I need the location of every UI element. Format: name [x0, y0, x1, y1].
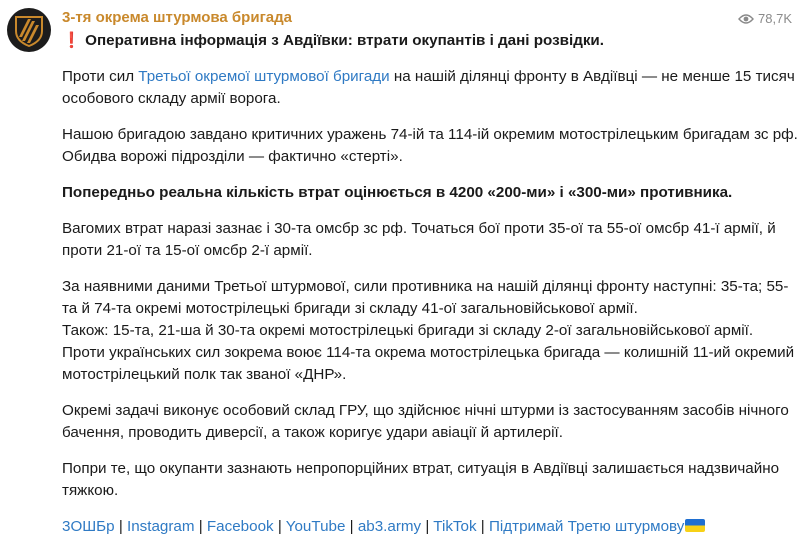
- paragraph-5a: За наявними даними Третьої штурмової, сили противника на нашій ділянці фронту наступні: 35-та; 55-та й 74-та окремі мотострілецькі бригади зі складу 41-ої загальновійськової армії.: [62, 278, 789, 317]
- paragraph-5b: Також: 15-та, 21-ша й 30-та окремі мотострілецькі бригади зі складу 2-ої загальновійськової армії.: [62, 322, 754, 339]
- footer-link-facebook[interactable]: Facebook: [206, 518, 274, 535]
- footer-separator: |: [273, 518, 286, 535]
- footer-separator: |: [194, 518, 207, 535]
- post-headline: [62, 30, 798, 52]
- paragraph-2: Нашою бригадою завдано критичних уражень 74-ій та 114-ій окремим мотострілецьким бригадам зс рф. Обидва ворожі підрозділи — фактично «стерті».: [62, 126, 798, 165]
- headline-text: Оперативна інформація з Авдіївки: втрати окупантів і дані розвідки.: [85, 32, 604, 49]
- post-body: [62, 30, 798, 538]
- footer-link-support[interactable]: Підтримай Третю штурмову: [488, 518, 685, 535]
- channel-name[interactable]: 3-тя окрема штурмова бригада: [62, 9, 293, 26]
- footer-separator: |: [476, 518, 489, 535]
- footer-links: [62, 516, 798, 538]
- footer-separator: |: [114, 518, 127, 535]
- paragraph-7: Попри те, що окупанти зазнають непропорційних втрат, ситуація в Авдіївці залишається надзвичайно тяжкою.: [62, 460, 780, 499]
- paragraph-3: Попередньо реальна кількість втрат оцінюється в 4200 «200-ми» і «300-ми» противника.: [62, 184, 733, 201]
- paragraph-6: Окремі задачі виконує особовий склад ГРУ, що здійснює нічні штурми із застосуванням засобів нічного бачення, проводить диверсії, а також коригує удари авіації й артилерії.: [62, 402, 789, 441]
- paragraph-4: Вагомих втрат наразі зазнає і 30-та омсбр зс рф. Точаться бої проти 35-ої та 55-ої омсбр 41-ї армії, й проти 21-ої та 15-ої омсбр 2-ї армії.: [62, 220, 776, 259]
- paragraph-1-start: Проти сил: [62, 68, 139, 85]
- footer-separator: |: [421, 518, 434, 535]
- footer-link-3oshbr[interactable]: 3ОШБр: [62, 518, 115, 535]
- eye-icon: [738, 13, 754, 25]
- brigade-emblem-icon: [14, 13, 44, 47]
- paragraph-1-end: на нашій ділянці фронту в Авдіївці — не менше 15 тисяч особового складу армії ворога.: [62, 68, 795, 107]
- exclamation-icon: ❗: [62, 32, 81, 49]
- paragraph-5c: Проти українських сил зокрема воює 114-та окрема мотострілецька бригада — колишній 11-ий окремий мотострілецький полк так званої «ДНР».: [62, 344, 795, 383]
- view-count: [738, 11, 792, 26]
- paragraph-1: [62, 66, 798, 110]
- footer-link-youtube[interactable]: YouTube: [285, 518, 346, 535]
- footer-link-website[interactable]: ab3.army: [357, 518, 422, 535]
- footer-link-tiktok[interactable]: TikTok: [433, 518, 477, 535]
- footer-link-instagram[interactable]: Instagram: [126, 518, 195, 535]
- brigade-link[interactable]: Третьої окремої штурмової бригади: [138, 68, 390, 85]
- ukraine-flag-icon: [685, 519, 705, 532]
- channel-avatar[interactable]: [7, 8, 51, 52]
- view-count-value: 78,7K: [758, 11, 792, 26]
- footer-separator: |: [345, 518, 358, 535]
